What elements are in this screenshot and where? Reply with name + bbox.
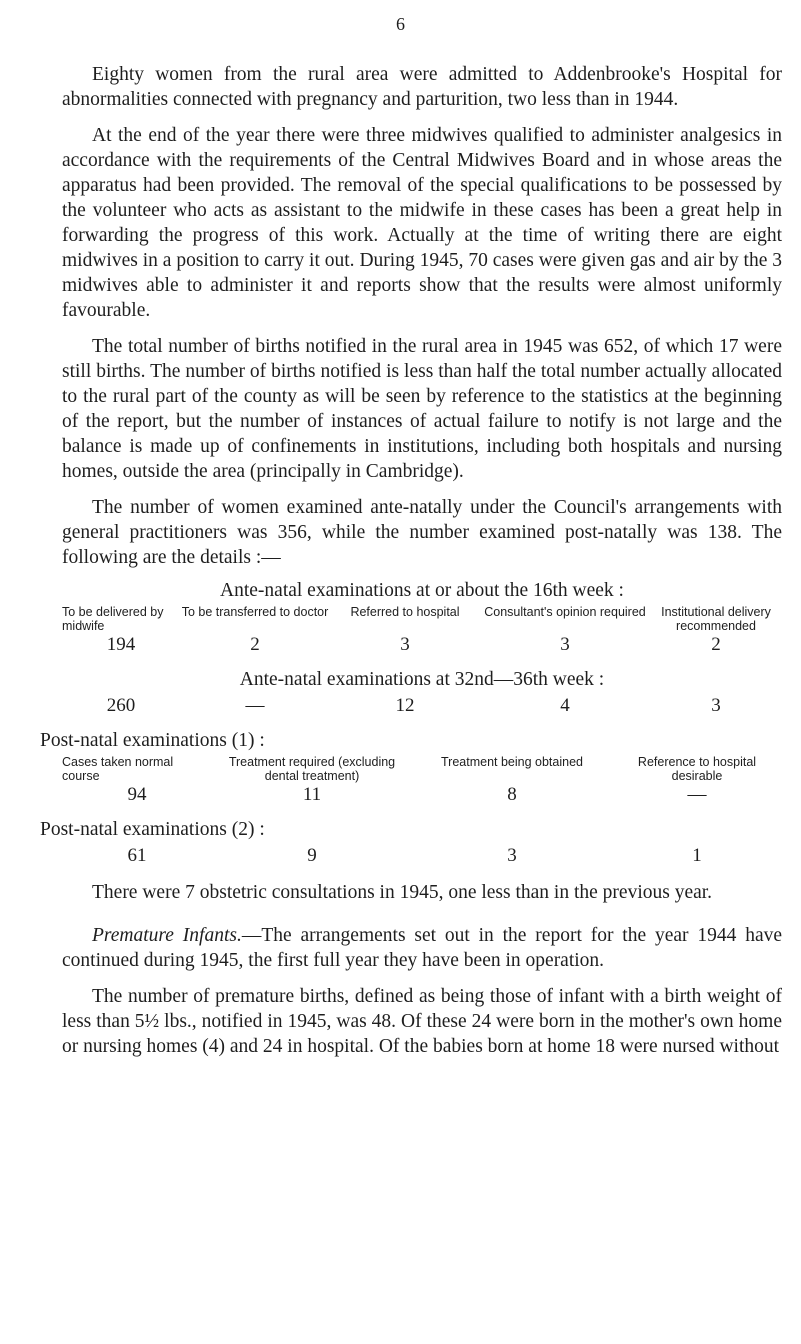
column-header: To be delivered by midwife <box>62 605 164 633</box>
table-cell: 3 <box>560 634 570 655</box>
table-cell: 260 <box>106 695 136 716</box>
post-natal-table <box>62 755 782 811</box>
post-natal-table-second <box>62 844 782 872</box>
post-natal-1-heading: Post-natal examinations (1) : <box>40 730 265 751</box>
table-cell: 3 <box>400 634 410 655</box>
column-header: Cases taken normal course <box>62 755 174 783</box>
page-number: 6 <box>396 14 405 34</box>
paragraph-examinations: The number of women examined ante-natally under the Council's arrangements with general practitioners was 356, while the number examined post-natally was 138. The following are the details :— <box>62 497 782 568</box>
paragraph-midwives-analgesics: At the end of the year there were three midwives qualified to administer analgesics in accordance with the requirements of the Central Midwives Board and in whose areas the apparatus had been provided. The removal of the special qualifications to be possessed by the volunteer who acts as assistant to the midwife in these cases has been a great help in forwarding the progress of this work. Actually at the time of writing there are eight midwives in a position to carry it out. During 1945, 70 cases were given gas and air by the 3 midwives able to administer it and reports show that the results were almost uniformly favourable. <box>62 125 782 321</box>
post-natal-2-heading: Post-natal examinations (2) : <box>40 819 265 840</box>
premature-infants-text: —The arrangements set out in the report for the year 1944 have continued during 1945, the first full year they have been in operation. <box>62 925 782 971</box>
table-cell: 4 <box>560 695 570 716</box>
premature-infants-title: Premature Infants. <box>92 925 242 946</box>
table-cell: 12 <box>395 695 415 716</box>
column-header: Reference to hospital desirable <box>637 755 757 783</box>
table-cell: 1 <box>692 845 702 866</box>
column-header: Consultant's opinion required <box>484 605 646 619</box>
paragraph-premature-births: The number of premature births, defined as being those of infant with a birth weight of less than 5½ lbs., notified in 1945, was 48. Of these 24 were born in the mother's own home or nursing homes (4) and 24 in hospital. Of the babies born at home 18 were nursed without <box>62 986 782 1057</box>
table-cell: 11 <box>302 784 322 805</box>
document-body <box>40 62 782 1070</box>
paragraph-obstetric-consultations: There were 7 obstetric consultations in 1945, one less than in the previous year. <box>92 882 713 903</box>
ante-natal-table-second <box>62 694 782 722</box>
column-header: Treatment required (excluding dental treatment) <box>228 755 396 783</box>
table-cell: 94 <box>127 784 147 805</box>
ante-natal-32nd-week-heading: Ante-natal examinations at 32nd—36th week : <box>239 669 605 690</box>
ante-natal-table <box>62 605 782 661</box>
table-cell: — <box>245 695 265 716</box>
column-header: Referred to hospital <box>350 605 460 619</box>
column-header: To be transferred to doctor <box>181 605 329 619</box>
table-cell: 61 <box>127 845 147 866</box>
column-header: Institutional delivery recommended <box>661 605 771 633</box>
column-header: Treatment being obtained <box>441 755 583 769</box>
table-cell: 2 <box>250 634 260 655</box>
table-cell: 3 <box>507 845 517 866</box>
paragraph-admissions: Eighty women from the rural area were admitted to Addenbrooke's Hospital for abnormalities connected with pregnancy and parturition, two less than in 1944. <box>62 64 782 110</box>
paragraph-births-notified: The total number of births notified in the rural area in 1945 was 652, of which 17 were still births. The number of births notified is less than half the total number actually allocated to the rural part of the county as will be seen by reference to the statistics at the beginning of the report, but the number of instances of actual failure to notify is not large and the balance is made up of confinements in institutions, including both hospitals and nursing homes, outside the area (principally in Cambridge). <box>62 336 782 482</box>
paragraph-premature-infants <box>62 923 782 973</box>
table-cell: 3 <box>711 695 721 716</box>
table-cell: 2 <box>711 634 721 655</box>
table-cell: 194 <box>106 634 136 655</box>
table-cell: 9 <box>307 845 317 866</box>
ante-natal-16th-week-heading: Ante-natal examinations at or about the 16th week : <box>220 580 624 601</box>
table-cell: 8 <box>507 784 517 805</box>
table-cell: — <box>687 784 707 805</box>
